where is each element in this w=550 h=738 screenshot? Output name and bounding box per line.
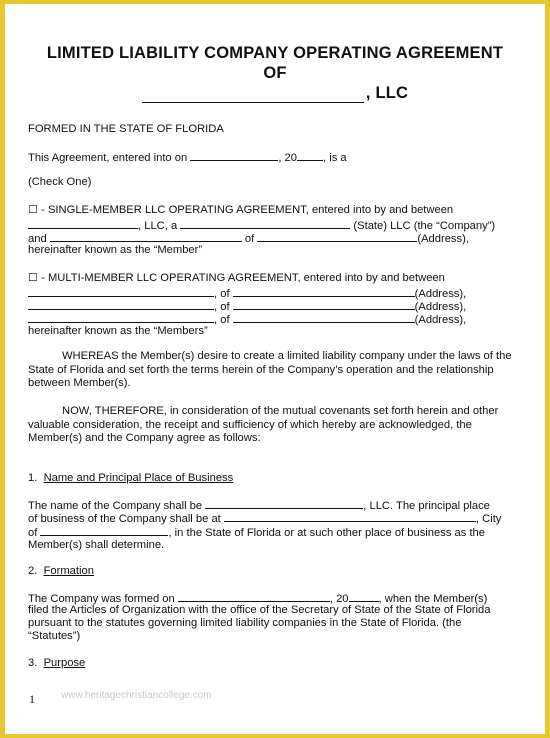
blank[interactable] (28, 218, 138, 229)
blank[interactable] (205, 498, 363, 509)
now-therefore-paragraph: NOW, THEREFORE, in consideration of the mutual covenants set forth herein and other valuable consideration, the receipt and sufficiency of which hereby are acknowledged, the Member(s) and the Company agree as follows: (28, 405, 499, 445)
year-blank[interactable] (297, 150, 323, 161)
multi-member-line: ☐ - MULTI-MEMBER LLC OPERATING AGREEMENT, entered into by and between (28, 272, 445, 284)
section-2-heading: 2. Formation (28, 565, 94, 577)
title-llc-suffix: , LLC (365, 84, 409, 102)
multi-member-row: , of (Address), (28, 312, 466, 327)
section-1-heading: 1. Name and Principal Place of Business (28, 472, 234, 484)
watermark: www.heritagechristiancollege.com (61, 690, 212, 701)
blank[interactable] (257, 231, 417, 242)
section-1-line-2: of business of the Company shall be at , City (28, 513, 502, 525)
multi-member-last: hereinafter known as the “Members” (28, 325, 208, 337)
single-member-line-2: , LLC, a (State) LLC (the “Company”) (28, 218, 495, 233)
title-of: OF (263, 64, 287, 82)
blank[interactable] (50, 231, 242, 242)
section-2-line-3: pursuant to the statutes governing limited liability companies in the State of Florida. (the (28, 617, 462, 629)
blank[interactable] (224, 511, 476, 522)
single-member-line-4: hereinafter known as the “Member” (28, 244, 203, 256)
company-name-blank[interactable] (142, 86, 364, 103)
multi-member-row: , of (Address), (28, 299, 466, 314)
blank[interactable] (40, 525, 168, 536)
section-1-line-1: The name of the Company shall be , LLC. The principal place (28, 500, 490, 512)
single-member-line: ☐ - SINGLE-MEMBER LLC OPERATING AGREEMENT, entered into by and between (28, 204, 454, 216)
blank[interactable] (180, 218, 350, 229)
section-2-line-4: “Statutes”) (28, 630, 81, 642)
section-3-heading: 3. Purpose (28, 657, 86, 669)
whereas-paragraph: WHEREAS the Member(s) desire to create a limited liability company under the laws of the State of Florida and set forth the terms herein of the Company’s operation and the relationship between Member(s). (28, 350, 512, 390)
checkbox-single-member[interactable]: ☐ (28, 204, 39, 216)
page-number: 1 (29, 692, 35, 706)
document-page (5, 4, 545, 734)
entered-into-line: This Agreement, entered into on , 20 , is a (28, 152, 347, 164)
date-blank[interactable] (190, 150, 278, 161)
blank[interactable] (233, 299, 415, 310)
section-2-line-1: The Company was formed on , 20 , when the Member(s) (28, 593, 488, 605)
checkbox-multi-member[interactable]: ☐ (28, 272, 39, 284)
section-2-line-2: filed the Articles of Organization with the office of the Secretary of State of the State of Florida (28, 604, 491, 616)
blank[interactable] (28, 299, 214, 310)
single-member-line-3: and of (Address), (28, 233, 469, 245)
multi-member-row: , of (Address), (28, 286, 466, 301)
blank[interactable] (233, 312, 415, 323)
formed-in-state: FORMED IN THE STATE OF FLORIDA (28, 123, 224, 135)
title-company-name (5, 84, 545, 103)
blank[interactable] (233, 286, 415, 297)
blank[interactable] (178, 591, 330, 602)
document-title: LIMITED LIABILITY COMPANY OPERATING AGREEMENT (46, 44, 504, 62)
section-1-line-4: Member(s) shall determine. (28, 539, 165, 551)
blank[interactable] (28, 312, 214, 323)
blank[interactable] (349, 591, 379, 602)
check-one-label: (Check One) (28, 176, 92, 188)
section-1-line-3: of , in the State of Florida or at such other place of business as the (28, 527, 485, 539)
blank[interactable] (28, 286, 214, 297)
